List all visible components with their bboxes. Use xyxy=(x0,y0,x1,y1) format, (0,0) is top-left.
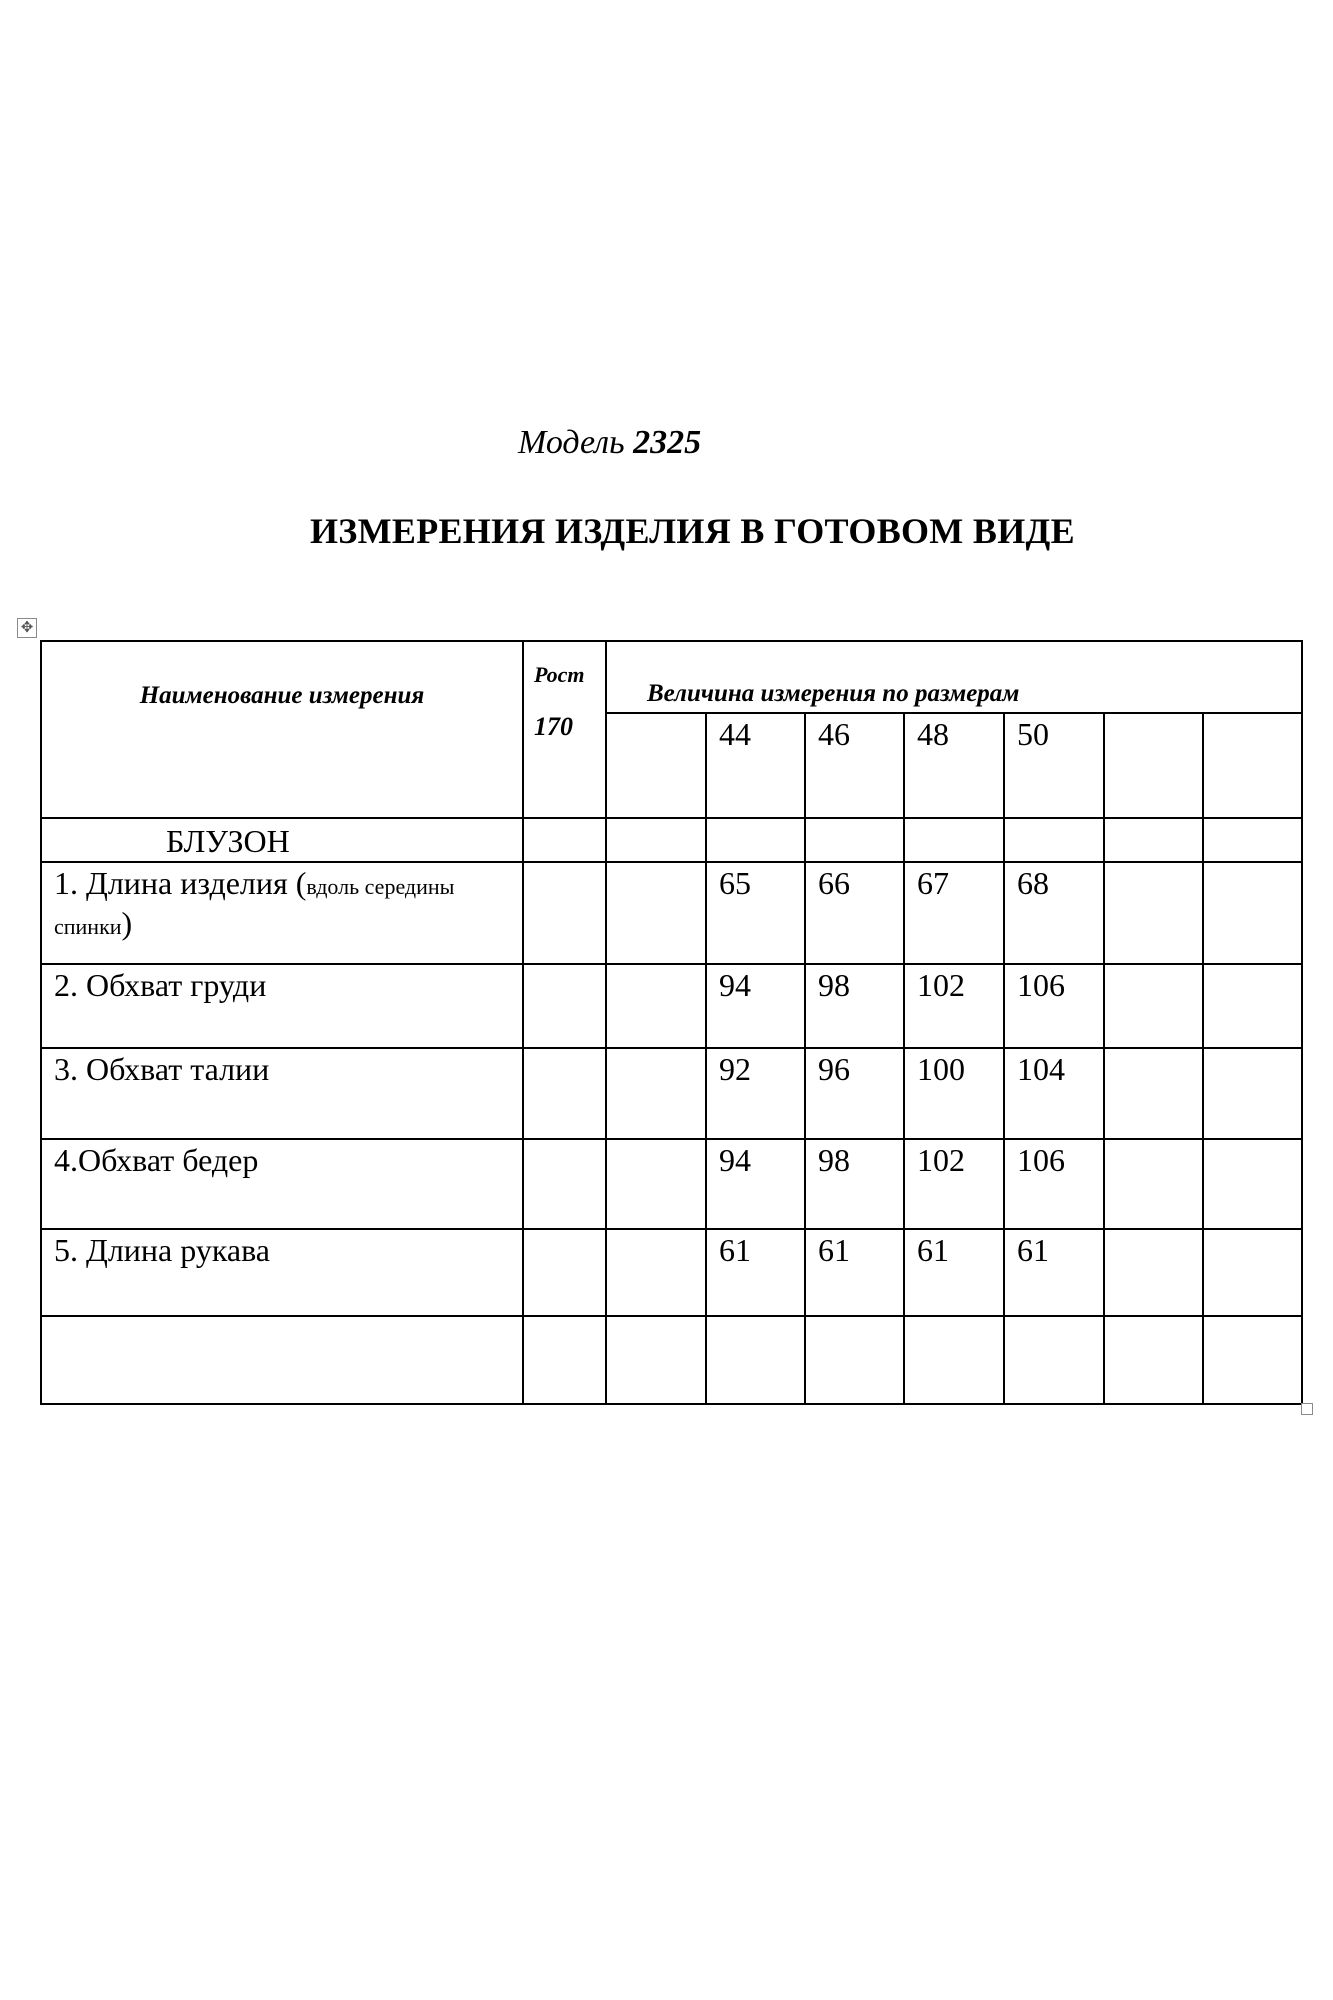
empty-cell xyxy=(606,862,706,964)
size-cell-empty xyxy=(606,713,706,818)
empty-cell xyxy=(1203,862,1302,964)
empty-cell xyxy=(1203,1229,1302,1316)
empty-cell xyxy=(523,964,606,1048)
value-cell: 65 xyxy=(706,862,805,964)
value-cell: 98 xyxy=(805,964,904,1048)
empty-cell xyxy=(1104,1229,1203,1316)
empty-cell xyxy=(523,1139,606,1229)
table-move-icon[interactable]: ✥ xyxy=(17,618,37,638)
measurement-name: 3. Обхват талии xyxy=(41,1048,523,1139)
empty-cell xyxy=(805,1316,904,1404)
empty-cell xyxy=(706,1316,805,1404)
empty-cell xyxy=(1203,1048,1302,1139)
empty-cell xyxy=(1104,964,1203,1048)
column-header-height xyxy=(523,641,606,818)
empty-cell xyxy=(805,818,904,862)
table-row xyxy=(41,1229,1302,1316)
empty-cell xyxy=(1104,1048,1203,1139)
column-header-sizes: Величина измерения по размерам xyxy=(606,641,1302,713)
value-cell: 92 xyxy=(706,1048,805,1139)
page-title: ИЗМЕРЕНИЯ ИЗДЕЛИЯ В ГОТОВОМ ВИДЕ xyxy=(310,511,1075,551)
empty-cell xyxy=(904,818,1004,862)
table-row xyxy=(41,1139,1302,1229)
empty-cell xyxy=(523,862,606,964)
empty-cell xyxy=(606,1048,706,1139)
empty-cell xyxy=(1104,1139,1203,1229)
section-title: БЛУЗОН xyxy=(41,818,523,862)
table-row xyxy=(41,1048,1302,1139)
measurement-name-tail: ) xyxy=(121,905,133,941)
value-cell: 102 xyxy=(904,964,1004,1048)
empty-cell xyxy=(1104,862,1203,964)
size-header: 48 xyxy=(904,713,1004,818)
value-cell: 94 xyxy=(706,964,805,1048)
model-line xyxy=(518,424,701,462)
value-cell: 61 xyxy=(706,1229,805,1316)
measurement-name: 5. Длина рукава xyxy=(41,1229,523,1316)
measurement-name xyxy=(41,862,523,964)
empty-cell xyxy=(606,1229,706,1316)
table-row xyxy=(41,862,1302,964)
column-header-name: Наименование измерения xyxy=(41,641,523,818)
value-cell: 61 xyxy=(904,1229,1004,1316)
value-cell: 98 xyxy=(805,1139,904,1229)
empty-cell xyxy=(1203,964,1302,1048)
measurement-name: 4.Обхват бедер xyxy=(41,1139,523,1229)
empty-cell xyxy=(523,818,606,862)
empty-cell xyxy=(1104,1316,1203,1404)
size-cell-empty xyxy=(1104,713,1203,818)
empty-cell xyxy=(1004,818,1104,862)
table-row xyxy=(41,1316,1302,1404)
value-cell: 67 xyxy=(904,862,1004,964)
size-header: 46 xyxy=(805,713,904,818)
empty-cell xyxy=(1203,818,1302,862)
value-cell: 94 xyxy=(706,1139,805,1229)
measurement-name-note: вдоль середины спинки xyxy=(54,874,455,939)
size-header: 50 xyxy=(1004,713,1104,818)
model-prefix: Модель xyxy=(518,424,625,461)
empty-cell xyxy=(41,1316,523,1404)
empty-cell xyxy=(1203,1139,1302,1229)
empty-cell xyxy=(1104,818,1203,862)
empty-cell xyxy=(606,964,706,1048)
value-cell: 68 xyxy=(1004,862,1104,964)
value-cell: 106 xyxy=(1004,964,1104,1048)
empty-cell xyxy=(606,1139,706,1229)
value-cell: 61 xyxy=(805,1229,904,1316)
measurement-table xyxy=(40,640,1303,1405)
empty-cell xyxy=(904,1316,1004,1404)
empty-cell xyxy=(1004,1316,1104,1404)
empty-cell xyxy=(706,818,805,862)
value-cell: 104 xyxy=(1004,1048,1104,1139)
measurement-name: 2. Обхват груди xyxy=(41,964,523,1048)
size-header: 44 xyxy=(706,713,805,818)
value-cell: 102 xyxy=(904,1139,1004,1229)
value-cell: 66 xyxy=(805,862,904,964)
table-resize-icon[interactable] xyxy=(1301,1403,1313,1415)
height-label: Рост xyxy=(534,662,585,687)
empty-cell xyxy=(523,1229,606,1316)
value-cell: 61 xyxy=(1004,1229,1104,1316)
table-row xyxy=(41,964,1302,1048)
empty-cell xyxy=(606,818,706,862)
model-number: 2325 xyxy=(633,424,702,461)
size-cell-empty xyxy=(1203,713,1302,818)
value-cell: 106 xyxy=(1004,1139,1104,1229)
empty-cell xyxy=(1203,1316,1302,1404)
value-cell: 100 xyxy=(904,1048,1004,1139)
empty-cell xyxy=(523,1316,606,1404)
height-value: 170 xyxy=(534,712,573,741)
empty-cell xyxy=(523,1048,606,1139)
measurement-name-main: 1. Длина изделия ( xyxy=(54,865,307,901)
value-cell: 96 xyxy=(805,1048,904,1139)
empty-cell xyxy=(606,1316,706,1404)
